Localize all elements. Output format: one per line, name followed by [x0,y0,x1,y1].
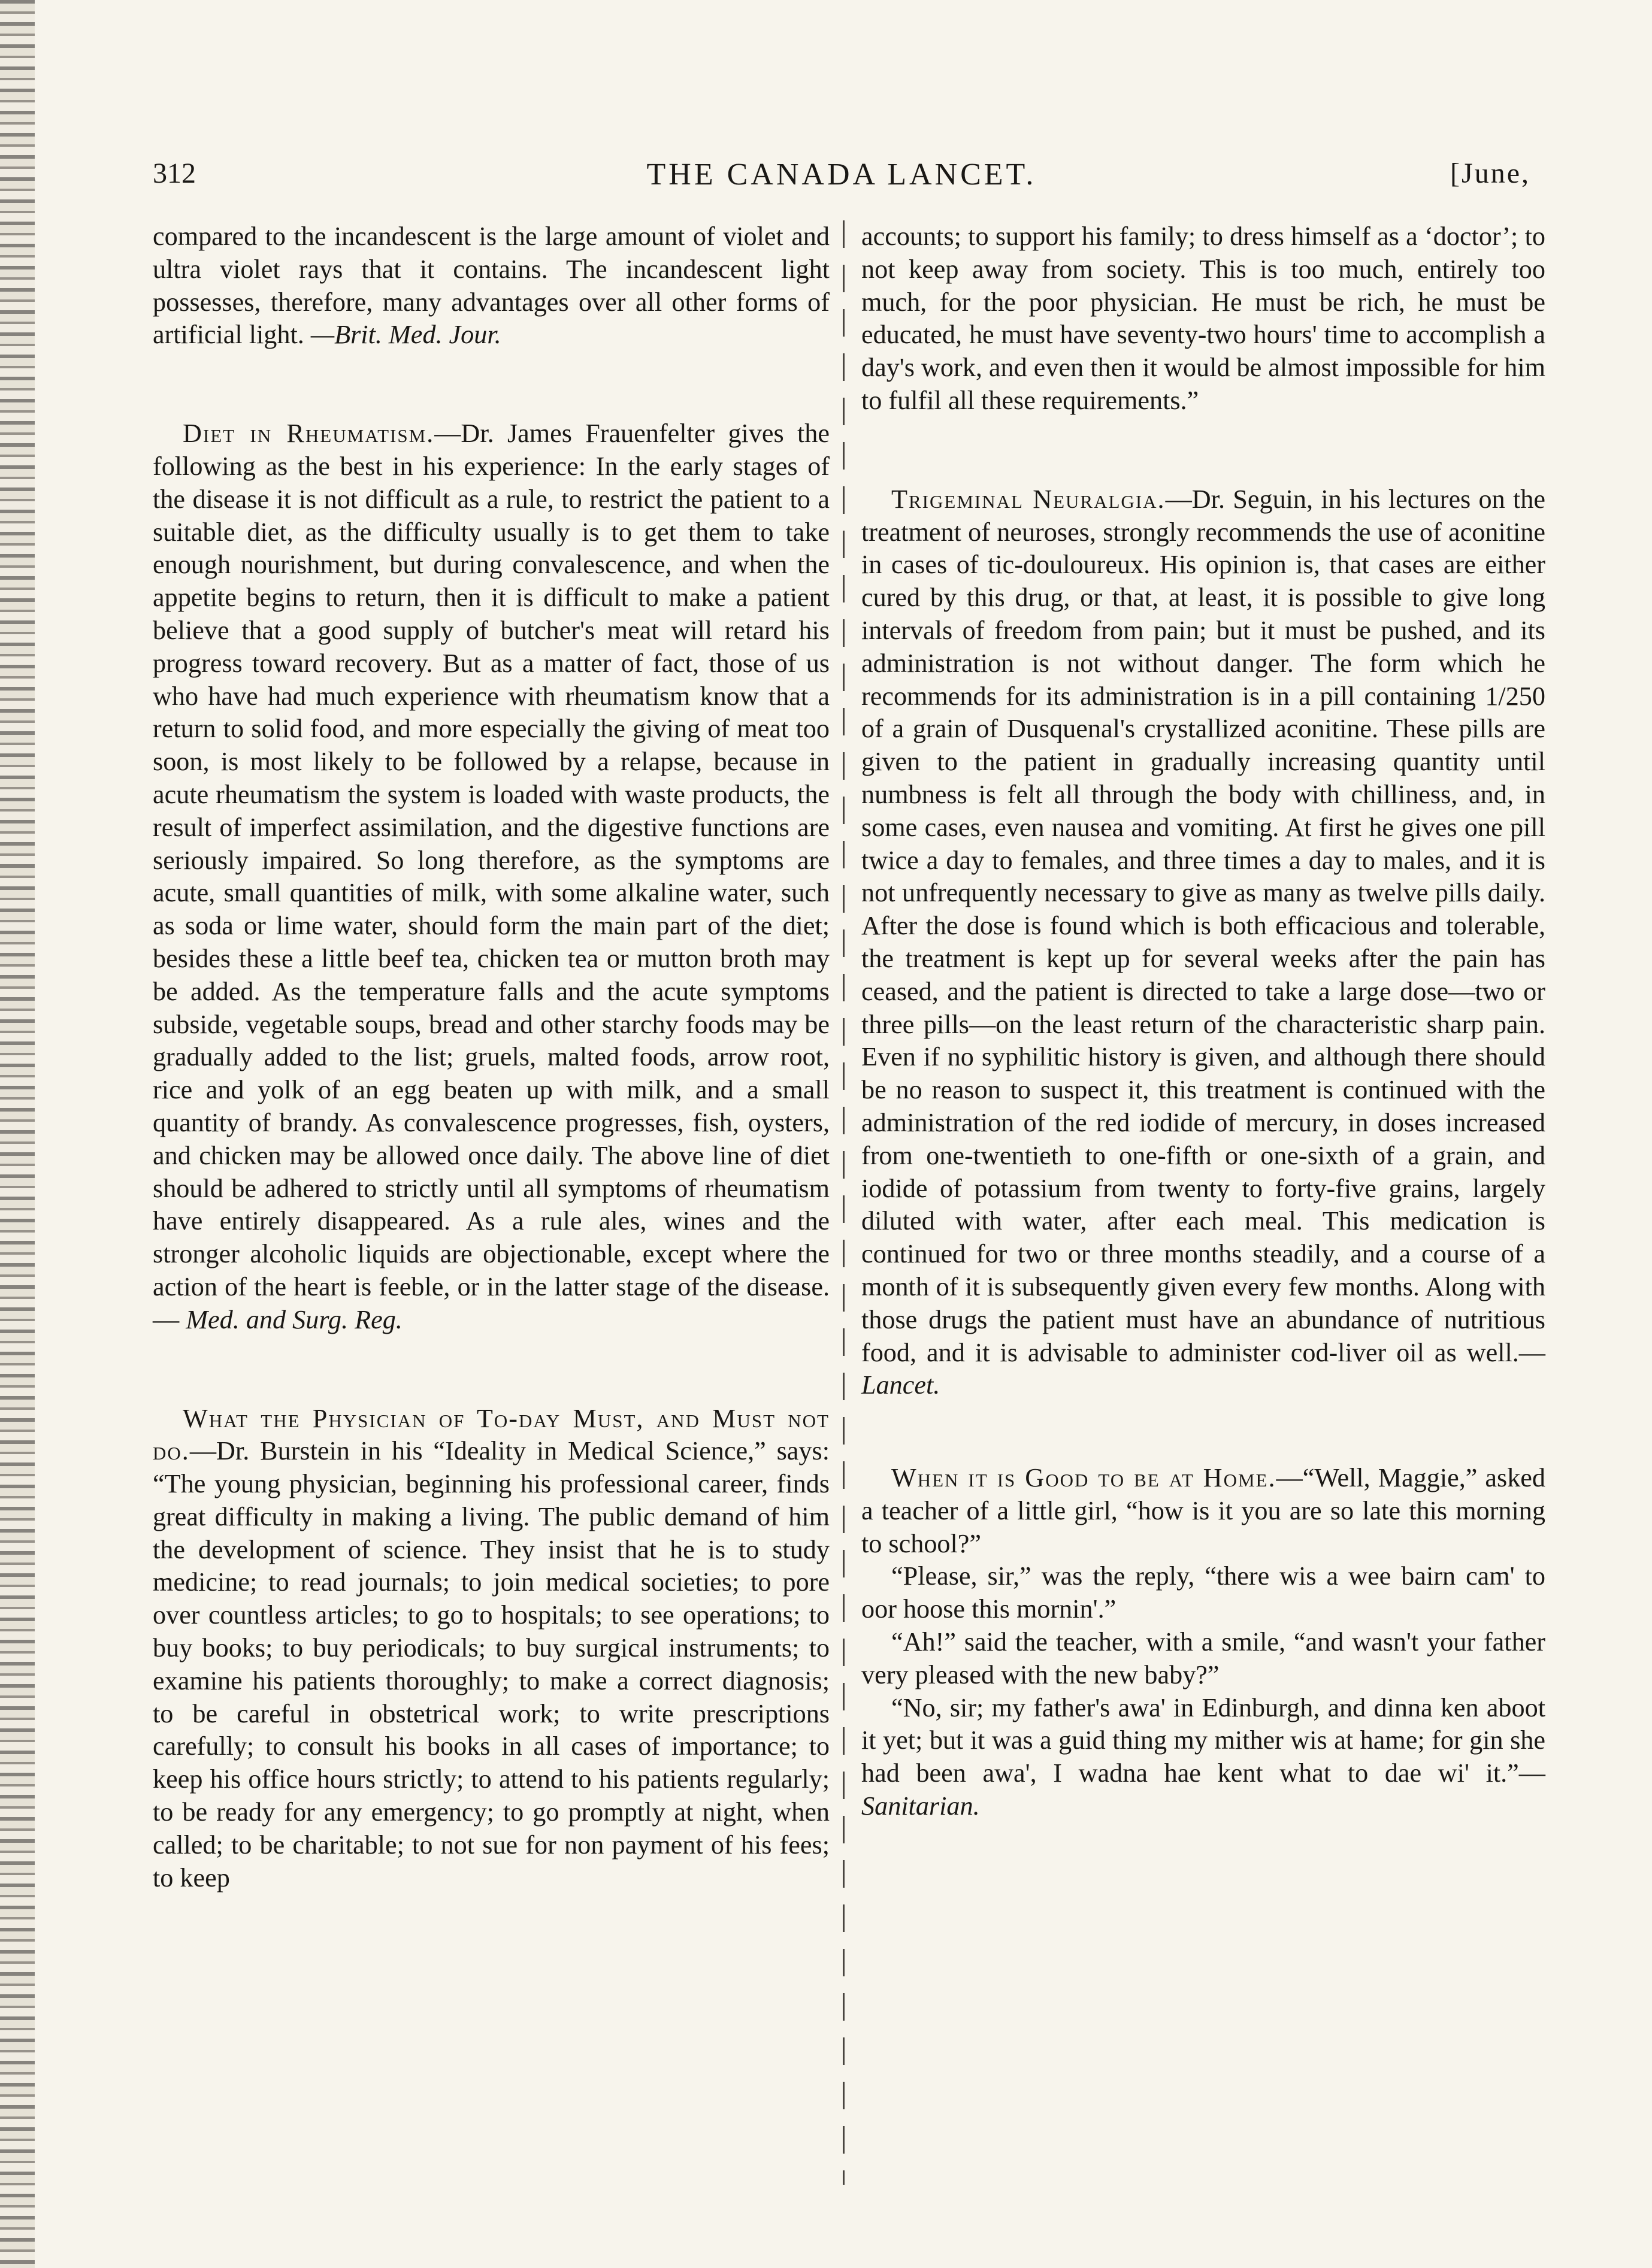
article-source: Lancet. [861,1370,940,1400]
article-source: Sanitarian. [861,1791,980,1821]
article-diet-in-rheumatism [153,417,830,1336]
page-binding-edge [0,0,35,2268]
article-physician-of-today [153,1403,830,1895]
dialogue-paragraph: “Please, sir,” was the reply, “there wis a wee bairn cam' to oor hoose this mornin'.” [861,1561,1545,1624]
article-good-to-be-at-home [861,1462,1545,1560]
page-header [153,157,1530,199]
article-source: Med. and Surg. Reg. [186,1304,403,1334]
article-heading: Diet in Rheumatism. [183,419,435,449]
dialogue-paragraph [861,1692,1545,1823]
page-number: 312 [153,158,196,189]
right-column [861,220,1545,2233]
article-heading: What the Physician of To-day Must, and Must not do. [153,1403,830,1466]
article-heading: Trigeminal Neuralgia. [891,484,1166,514]
column-divider [843,220,845,2185]
article-text: “No, sir; my father's awa' in Edinburgh, and dinna ken aboot it yet; but it was a guid thing my mither wis at hame; for gin she had been awa', I wadna hae kent what to dae wi' it.”— [861,1692,1545,1788]
article-text: compared to the incandescent is the large amount of violet and ultra violet rays that it contains. The incandescent light possesses, therefore, many advantages over all other forms of artificial light. [153,222,830,350]
article-source: —Brit. Med. Jour. [310,320,501,350]
journal-title: THE CANADA LANCET. [646,158,1037,192]
article-text: —“Well, Maggie,” asked a teacher of a little girl, “how is it you are so late this morning to school?” [861,1463,1545,1558]
article-text: —Dr. Seguin, in his lectures on the treatment of neuroses, strongly recommends the use of aconitine in cases of tic-douloureux. His opinion is, that cases are either cured by this drug, or that, at least, it is possible to give long intervals of freedom from pain; but it must be pushed, and its administration is not without danger. The form which he recommends for its administration is in a pill containing 1/250 of a grain of Dusquenal's crystallized aconitine. These pills are given to the patient in gradually increasing quantity until numbness is felt all through the body with chilliness, and, in some cases, even nausea and vomiting. At first he gives one pill twice a day to females, and three times a day to males, and it is not unfrequently necessary to give as many as twelve pills daily. After the dose is found which is both efficacious and tolerable, the treatment is kept up for several weeks after the pain has ceased, and the patient is directed to take a large dose—two or three pills—on the least return of the characteristic sharp pain. Even if no syphilitic history is given, and although there should be no reason to suspect it, this treatment is continued with the administration of the red iodide of mercury, in doses increased from one-twentieth to one-fifth or one-sixth of a grain, and iodide of potassium from twenty to forty-five grains, largely diluted with water, after each meal. This medication is continued for two or three months steadily, and a course of a month of it is subsequently given every few months. Along with those drugs the patient must have an abundance of nutritious food, and it is advisable to administer cod-liver oil as well.— [861,484,1545,1367]
left-column [153,220,830,2233]
article-text: —Dr. Burstein in his “Ideality in Medical Science,” says: “The young physician, beginning his professional career, finds great difficulty in making a living. The public demand of him the development of science. They insist that he is to study medicine; to read journals; to join medical societies; to pore over countless articles; to go to hospitals; to see operations; to buy books; to buy periodicals; to buy surgical instruments; to examine his patients thoroughly; to make a correct diagnosis; to be careful in obstetrical work; to write prescriptions carefully; to consult his books in all cases of importance; to keep his office hours strictly; to attend to his patients regularly; to be ready for any emergency; to go promptly at night, when called; to be charitable; to not sue for non payment of his fees; to keep [153,1436,830,1892]
article-physician-continuation: accounts; to support his family; to dress himself as a ‘doctor’; to not keep away from society. This is too much, entirely too much, for the poor physician. He must be rich, he must be educated, he must have seventy-two hours' time to accomplish a day's work, and even then it would be almost impossible for him to fulfil all these requirements.” [861,222,1545,415]
dialogue-paragraph: “Ah!” said the teacher, with a smile, “and wasn't your father very pleased with the new baby?” [861,1627,1545,1689]
issue-month: [June, [1450,158,1530,189]
article-text: —Dr. James Frauenfelter gives the following as the best in his experience: In the early stages of the disease it is not difficult as a rule, to restrict the patient to a suitable diet, as the difficulty usually is to get them to take enough nourishment, but during convalescence, and when the appetite begins to return, then it is difficult to make a patient believe that a good supply of butcher's meat will retard his progress toward recovery. But as a matter of fact, those of us who have had much experience with rheumatism know that a return to solid food, and more especially the giving of meat too soon, is most likely to be followed by a relapse, because in acute rheumatism the system is loaded with waste products, the result of imperfect assimilation, and the digestive functions are seriously impaired. So long therefore, as the symptoms are acute, small quantities of milk, with some alkaline water, such as soda or lime water, should form the main part of the diet; besides these a little beef tea, chicken tea or mutton broth may be added. As the temperature falls and the acute symptoms subside, vegetable soups, bread and other starchy foods may be gradually added to the list; gruels, malted foods, arrow root, rice and yolk of an egg beaten up with milk, and a small quantity of brandy. As convalescence progresses, fish, oysters, and chicken may be allowed once daily. The above line of diet should be adhered to strictly until all symptoms of rheumatism have entirely disappeared. As a rule ales, wines and the stronger alcoholic liquids are objectionable, except where the action of the heart is feeble, or in the latter stage of the disease.— [153,419,830,1334]
article-trigeminal-neuralgia [861,483,1545,1402]
article-heading: When it is Good to be at Home. [891,1463,1276,1493]
article-continuation [153,220,830,352]
